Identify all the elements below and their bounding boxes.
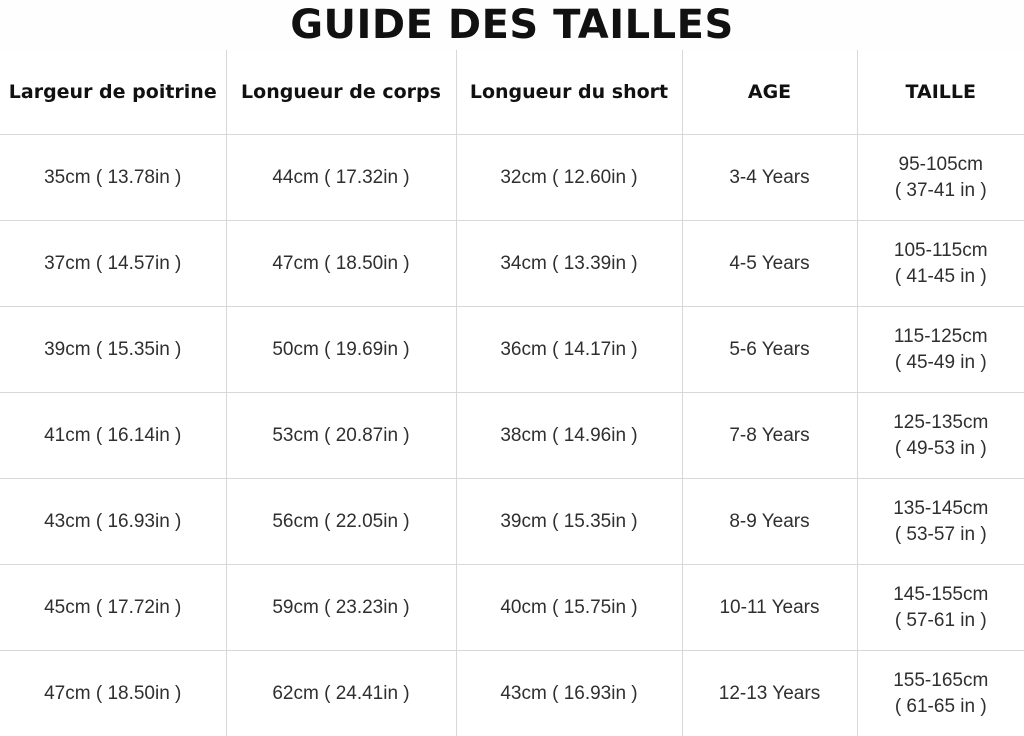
cell-height-in: ( 57-61 in ) — [862, 608, 1021, 634]
column-header-age: AGE — [682, 50, 857, 135]
column-header-height: TAILLE — [857, 50, 1024, 135]
cell-height — [857, 135, 1024, 221]
cell-height-in: ( 45-49 in ) — [862, 350, 1021, 376]
cell-short-length: 36cm ( 14.17in ) — [456, 307, 682, 393]
table-row — [0, 651, 1024, 736]
cell-chest-width: 37cm ( 14.57in ) — [0, 221, 226, 307]
cell-height-cm: 115-125cm — [862, 324, 1021, 350]
table-row — [0, 393, 1024, 479]
cell-short-length: 40cm ( 15.75in ) — [456, 565, 682, 651]
cell-chest-width: 35cm ( 13.78in ) — [0, 135, 226, 221]
cell-height — [857, 651, 1024, 736]
cell-age: 5-6 Years — [682, 307, 857, 393]
cell-height — [857, 393, 1024, 479]
cell-chest-width: 41cm ( 16.14in ) — [0, 393, 226, 479]
cell-height — [857, 307, 1024, 393]
cell-body-length: 44cm ( 17.32in ) — [226, 135, 456, 221]
cell-body-length: 50cm ( 19.69in ) — [226, 307, 456, 393]
cell-short-length: 43cm ( 16.93in ) — [456, 651, 682, 736]
cell-body-length: 53cm ( 20.87in ) — [226, 393, 456, 479]
cell-height — [857, 565, 1024, 651]
cell-age: 7-8 Years — [682, 393, 857, 479]
table-row — [0, 135, 1024, 221]
cell-height-cm: 125-135cm — [862, 410, 1021, 436]
cell-height-in: ( 41-45 in ) — [862, 264, 1021, 290]
cell-chest-width: 39cm ( 15.35in ) — [0, 307, 226, 393]
cell-body-length: 62cm ( 24.41in ) — [226, 651, 456, 736]
cell-height — [857, 221, 1024, 307]
table-row — [0, 479, 1024, 565]
cell-height-cm: 95-105cm — [862, 152, 1021, 178]
column-header-body-length: Longueur de corps — [226, 50, 456, 135]
cell-short-length: 39cm ( 15.35in ) — [456, 479, 682, 565]
cell-height-cm: 155-165cm — [862, 668, 1021, 694]
table-row — [0, 565, 1024, 651]
cell-age: 8-9 Years — [682, 479, 857, 565]
cell-chest-width: 47cm ( 18.50in ) — [0, 651, 226, 736]
cell-age: 12-13 Years — [682, 651, 857, 736]
cell-height-cm: 105-115cm — [862, 238, 1021, 264]
page-title: GUIDE DES TAILLES — [0, 0, 1024, 50]
cell-body-length: 47cm ( 18.50in ) — [226, 221, 456, 307]
cell-body-length: 56cm ( 22.05in ) — [226, 479, 456, 565]
cell-age: 4-5 Years — [682, 221, 857, 307]
column-header-short-length: Longueur du short — [456, 50, 682, 135]
cell-height-in: ( 53-57 in ) — [862, 522, 1021, 548]
cell-height-in: ( 49-53 in ) — [862, 436, 1021, 462]
cell-chest-width: 43cm ( 16.93in ) — [0, 479, 226, 565]
cell-short-length: 34cm ( 13.39in ) — [456, 221, 682, 307]
cell-age: 3-4 Years — [682, 135, 857, 221]
table-row — [0, 221, 1024, 307]
cell-age: 10-11 Years — [682, 565, 857, 651]
size-guide-table — [0, 50, 1024, 736]
cell-height — [857, 479, 1024, 565]
column-header-chest-width: Largeur de poitrine — [0, 50, 226, 135]
cell-short-length: 38cm ( 14.96in ) — [456, 393, 682, 479]
table-row — [0, 307, 1024, 393]
table-header-row — [0, 50, 1024, 135]
cell-height-in: ( 37-41 in ) — [862, 178, 1021, 204]
cell-height-in: ( 61-65 in ) — [862, 694, 1021, 720]
cell-short-length: 32cm ( 12.60in ) — [456, 135, 682, 221]
cell-body-length: 59cm ( 23.23in ) — [226, 565, 456, 651]
cell-height-cm: 135-145cm — [862, 496, 1021, 522]
cell-chest-width: 45cm ( 17.72in ) — [0, 565, 226, 651]
cell-height-cm: 145-155cm — [862, 582, 1021, 608]
